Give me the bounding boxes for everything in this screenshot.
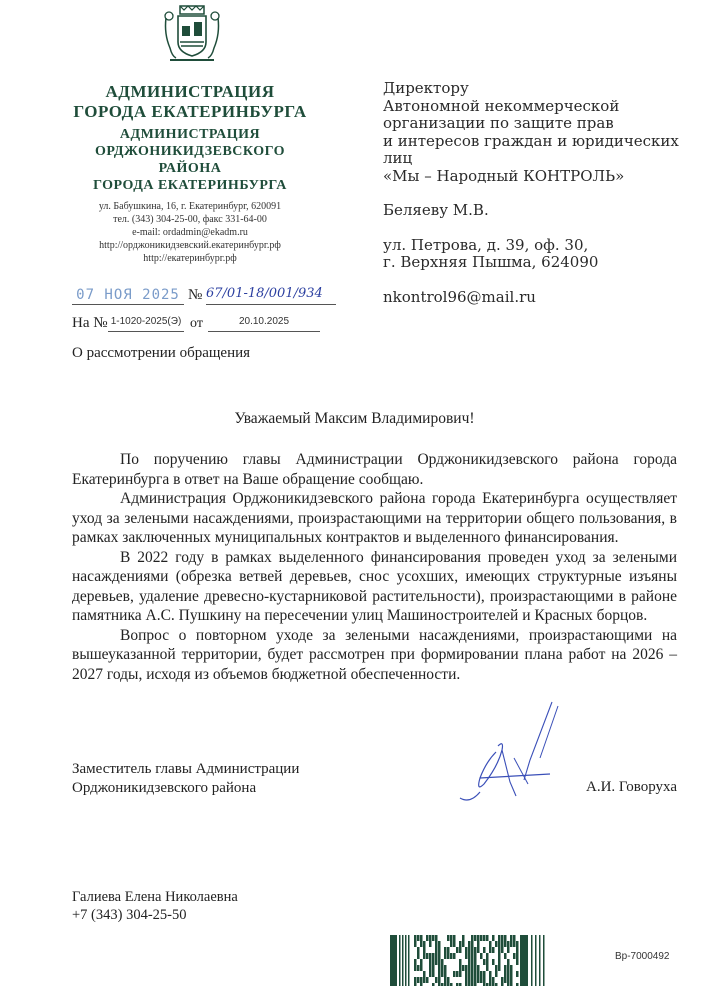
district-title-line-1: АДМИНИСТРАЦИЯ [119,127,261,142]
recipient-line: «Мы – Народный КОНТРОЛЬ» [383,166,625,185]
outgoing-number-field [206,284,336,305]
sender-address: ул. Бабушкина, 16, г. Екатеринбург, 620091 [98,201,282,212]
org-title-line-1: АДМИНИСТРАЦИЯ [105,82,275,101]
district-title [60,126,320,194]
document-code: Вр-7000492 [615,951,670,962]
organization-title [60,82,320,122]
sender-phone: тел. (343) 304-25-00, факс 331-64-00 [113,214,267,225]
date-stamp: 07 НОЯ 2025 [76,287,180,303]
recipient-address-line-1: ул. Петрова, д. 39, оф. 30, [383,235,589,254]
sender-email: e-mail: ordadmin@ekadm.ru [132,227,248,238]
recipient-line: организации по защите прав [383,114,614,132]
recipient-line: Директору [383,79,469,97]
recipient-line: и интересов граждан и юридических лиц [383,131,679,167]
sender-website-district: http://орджоникидзевский.екатеринбург.рф [99,240,281,251]
org-title-line-2: ГОРОДА ЕКАТЕРИНБУРГА [73,102,307,121]
district-title-line-3: РАЙОНА [158,161,222,176]
number-label: № [188,287,203,303]
handwritten-signature-icon [440,700,570,810]
body-paragraph: Вопрос о повторном уходе за зелеными насаждениями, произрастающими на вышеуказанной территории, будет рассмотрен при формировании плана работ на 2026 – 2027 годы, исходя из объемов бюджетной обеспеченности. [72,626,677,683]
letter-subject: О рассмотрении обращения [72,345,251,361]
recipient-line: Автономной некоммерческой [383,96,620,115]
body-paragraph: В 2022 году в рамках выделенного финансирования проведен уход за зелеными насаждениями (обрезка ветвей деревьев, снос усохших, имеющих структурные изъяны деревьев, удаление древесно-кустарниковой растительности), произрастающими в районе памятника А.С. Пушкину на пересечении улиц Машиностроителей и Красных борцов. [72,548,677,624]
signatory-name: А.И. Говоруха [585,779,677,795]
body-paragraph: По поручению главы Администрации Орджоникидзевского района города Екатеринбурга в ответ на Ваше обращение сообщаю. [72,451,677,488]
recipient-name: Беляеву М.В. [383,201,489,219]
greeting: Уважаемый Максим Владимирович! [234,410,475,427]
outgoing-date-field [72,286,184,305]
from-label: от [190,316,203,331]
letter-body [72,450,677,684]
recipient-address-line-2: г. Верхняя Пышма, 624090 [383,253,599,271]
sender-contacts [60,200,320,265]
reference-number-field [108,311,184,332]
coat-of-arms-icon [160,4,224,66]
reference-date-field [208,311,320,332]
signatory-position-line-1: Заместитель главы Администрации [72,761,300,777]
sender-website-city: http://екатеринбург.рф [143,253,237,264]
recipient-block [383,80,709,306]
executor-block [72,888,238,924]
signatory-position [72,760,299,798]
district-title-line-4: ГОРОДА ЕКАТЕРИНБУРГА [93,178,287,193]
reference-label: На № [72,315,108,331]
body-paragraph: Администрация Орджоникидзевского района города Екатеринбурга осуществляет уход за зелеными насаждениями, произрастающими на территории общего пользования, в рамках заключенных муниципальных контрактов и выделенного финансирования. [72,490,677,546]
pdf417-barcode-icon [390,935,560,986]
reference-date: 20.10.2025 [238,316,290,327]
reference-number: 1-1020-2025(Э) [110,316,182,327]
executor-phone: +7 (343) 304-25-50 [72,907,187,923]
outgoing-number: 67/01-18/001/934 [206,286,323,301]
district-title-line-2: ОРДЖОНИКИДЗЕВСКОГО [94,144,286,159]
recipient-email: nkontrol96@mail.ru [383,287,536,306]
executor-name: Галиева Елена Николаевна [72,889,238,905]
signatory-position-line-2: Орджоникидзевского района [72,780,257,796]
